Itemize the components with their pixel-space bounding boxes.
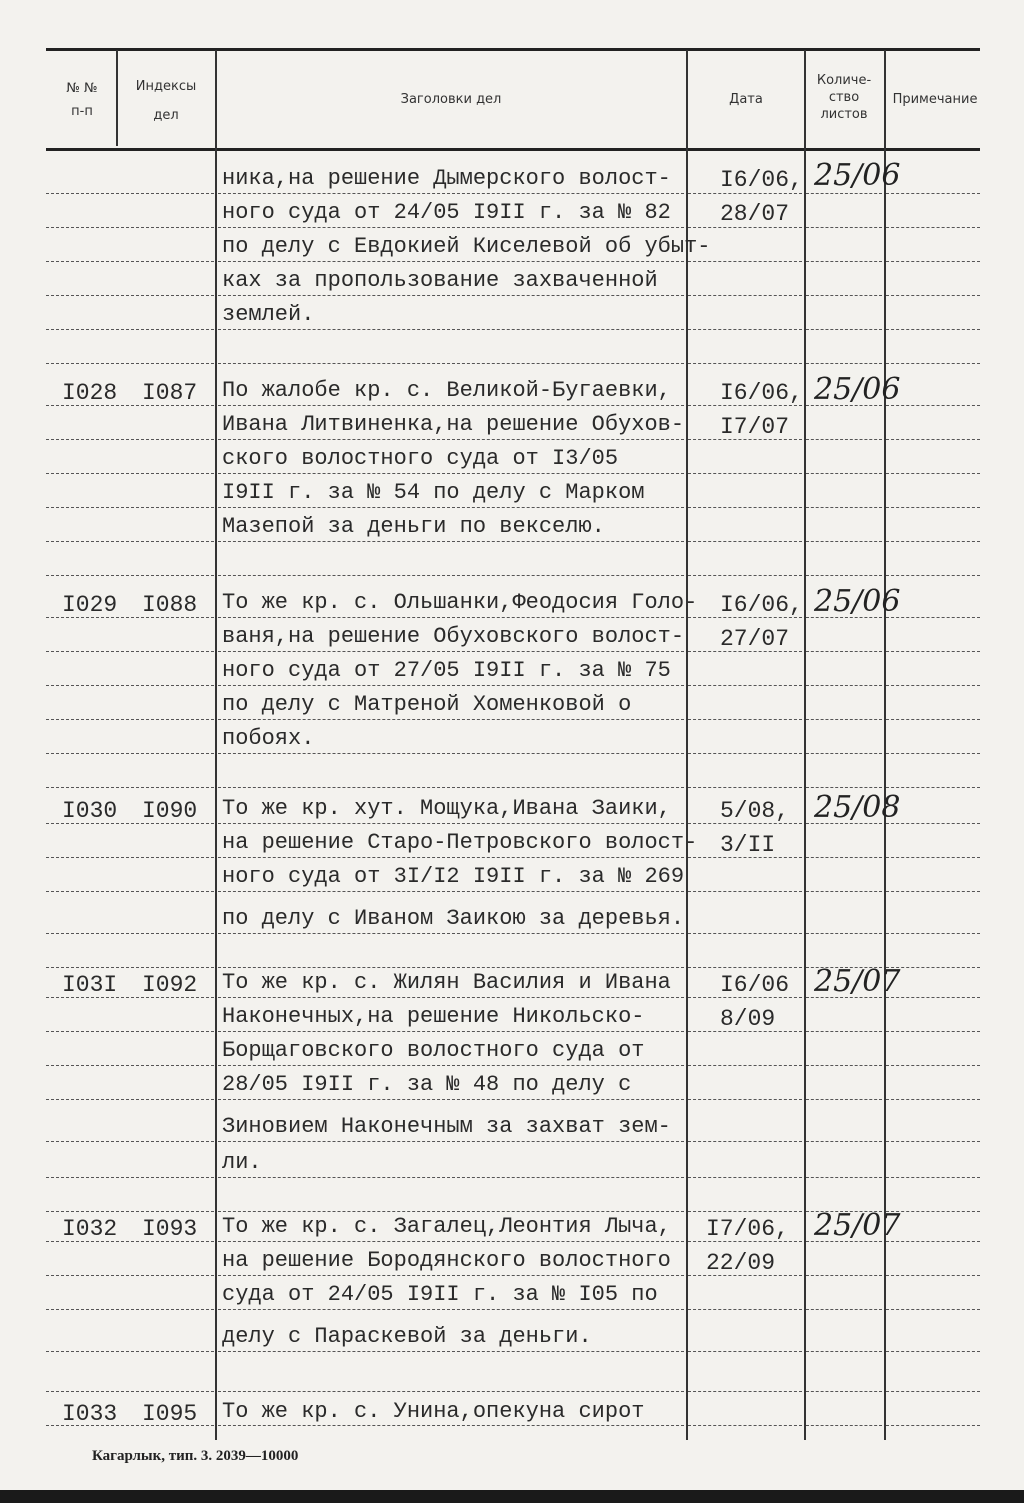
row-title-line: по делу с Евдокией Киселевой об убыт- [222, 234, 711, 259]
row-number: I03I [62, 972, 118, 998]
row-title-line: ного суда от 24/05 I9II г. за № 82 [222, 200, 671, 225]
header-top-rule [46, 48, 980, 51]
ruled-line [886, 439, 980, 440]
ruled-line [218, 1031, 684, 1032]
ruled-line [886, 1351, 980, 1352]
ruled-line [218, 787, 684, 788]
ruled-line [806, 541, 882, 542]
ruled-line [46, 193, 214, 194]
ruled-line [886, 891, 980, 892]
ruled-line [218, 261, 684, 262]
ruled-line [886, 1031, 980, 1032]
ruled-line [46, 933, 214, 934]
row-date: 8/09 [720, 1006, 776, 1032]
ruled-line [688, 933, 802, 934]
ruled-line [688, 295, 802, 296]
ruled-line [886, 193, 980, 194]
ruled-line [218, 1099, 684, 1100]
header-index: Индексы дел [135, 79, 197, 123]
row-title-line: ского волостного суда от I3/05 [222, 446, 619, 471]
ruled-line [806, 363, 882, 364]
row-date: 28/07 [720, 201, 790, 227]
header-title: Заголовки дел [400, 92, 502, 107]
ruled-line [46, 1099, 214, 1100]
row-title-line: ках за пропользование захваченной [222, 268, 658, 293]
ruled-line [46, 787, 214, 788]
ruled-line [46, 1275, 214, 1276]
ruled-line [46, 261, 214, 262]
row-title-line: землей. [222, 302, 315, 327]
ruled-line [688, 1099, 802, 1100]
ruled-line [218, 891, 684, 892]
ruled-line [46, 857, 214, 858]
ruled-line [46, 541, 214, 542]
ruled-line [806, 295, 882, 296]
ruled-line [806, 685, 882, 686]
ruled-line [46, 227, 214, 228]
ruled-line [218, 507, 684, 508]
ruled-line [886, 1141, 980, 1142]
row-date: 5/08, [720, 798, 790, 824]
ruled-line [886, 295, 980, 296]
ruled-line [218, 439, 684, 440]
ruled-line [806, 651, 882, 652]
row-date: I6/06, [720, 592, 803, 618]
ruled-line [886, 753, 980, 754]
ruled-line [806, 1351, 882, 1352]
ruled-line [886, 541, 980, 542]
ruled-line [218, 857, 684, 858]
ruled-line [218, 1211, 684, 1212]
header-sheet-count: Количе- ство листов [816, 73, 872, 122]
row-number: I032 [62, 1216, 118, 1242]
row-number: I029 [62, 592, 118, 618]
ruled-line [688, 329, 802, 330]
ruled-line [688, 363, 802, 364]
row-sheet-count: 25/07 [814, 1208, 901, 1243]
ruled-line [688, 1351, 802, 1352]
ruled-line [688, 1065, 802, 1066]
row-date: I6/06, [720, 167, 803, 193]
ruled-line [46, 363, 214, 364]
column-divider-date-count [804, 50, 806, 1440]
ruled-line [218, 1065, 684, 1066]
row-index: I090 [142, 798, 198, 824]
row-index: I088 [142, 592, 198, 618]
ruled-line [218, 617, 684, 618]
ruled-line [886, 787, 980, 788]
ruled-line [886, 261, 980, 262]
ruled-line [218, 1309, 684, 1310]
ruled-line [218, 1177, 684, 1178]
ruled-line [46, 507, 214, 508]
ruled-line [886, 933, 980, 934]
ruled-line [218, 823, 684, 824]
ruled-line [218, 193, 684, 194]
ruled-line [46, 1351, 214, 1352]
ruled-line [806, 193, 882, 194]
ruled-line [806, 227, 882, 228]
row-date: 3/II [720, 832, 776, 858]
ruled-line [688, 1177, 802, 1178]
ruled-line [218, 1391, 684, 1392]
ruled-line [806, 1065, 882, 1066]
ruled-line [218, 541, 684, 542]
ruled-line [886, 1425, 980, 1426]
ruled-line [218, 1141, 684, 1142]
ruled-line [46, 439, 214, 440]
header-note: Примечание [892, 92, 978, 107]
ruled-line [218, 685, 684, 686]
row-title-line: Мазепой за деньги по векселю. [222, 514, 605, 539]
ruled-line [218, 295, 684, 296]
ruled-line [806, 261, 882, 262]
ruled-line [886, 1099, 980, 1100]
row-sheet-count: 25/07 [814, 964, 901, 999]
ruled-line [218, 227, 684, 228]
ruled-line [688, 719, 802, 720]
ruled-line [218, 933, 684, 934]
row-index: I087 [142, 380, 198, 406]
row-title-line: по делу с Иваном Заикою за деревья. [222, 906, 685, 931]
row-title-line: на решение Бородянского волостного [222, 1248, 671, 1273]
ruled-line [218, 1425, 684, 1426]
row-title-line: Зиновием Наконечным за захват зем- [222, 1114, 671, 1139]
ruled-line [806, 1425, 882, 1426]
ruled-line [218, 719, 684, 720]
row-title-line: То же кр. хут. Мощука,Ивана Заики, [222, 796, 671, 821]
row-title-line: По жалобе кр. с. Великой-Бугаевки, [222, 378, 671, 403]
row-title-line: ного суда от 27/05 I9II г. за № 75 [222, 658, 671, 683]
ruled-line [46, 753, 214, 754]
row-date: 27/07 [720, 626, 790, 652]
ruled-line [218, 363, 684, 364]
row-title-line: суда от 24/05 I9II г. за № I05 по [222, 1282, 658, 1307]
ruled-line [886, 719, 980, 720]
ruled-line [806, 473, 882, 474]
row-title-line: Ивана Литвиненка,на решение Обухов- [222, 412, 685, 437]
ruled-line [46, 329, 214, 330]
ruled-line [218, 473, 684, 474]
ruled-line [218, 651, 684, 652]
row-title-line: То же кр. с. Ольшанки,Феодосия Голо- [222, 590, 698, 615]
ruled-line [806, 329, 882, 330]
row-date: I7/06, [706, 1216, 789, 1242]
ruled-line [886, 1309, 980, 1310]
ruled-line [806, 439, 882, 440]
row-sheet-count: 25/06 [814, 372, 901, 407]
ruled-line [806, 787, 882, 788]
ruled-line [218, 967, 684, 968]
ruled-line [806, 933, 882, 934]
ruled-line [46, 719, 214, 720]
ruled-line [806, 1309, 882, 1310]
row-sheet-count: 25/06 [814, 584, 901, 619]
ruled-line [886, 363, 980, 364]
header-number: № № п-п [66, 81, 98, 119]
ruled-line [806, 1275, 882, 1276]
ruled-line [46, 651, 214, 652]
header-bottom-rule [46, 148, 980, 151]
ruled-line [46, 1177, 214, 1178]
row-date: I6/06, [720, 380, 803, 406]
row-title-line: на решение Старо-Петровского волост- [222, 830, 698, 855]
row-index: I092 [142, 972, 198, 998]
row-date: I6/06 [720, 972, 790, 998]
ruled-line [886, 1177, 980, 1178]
printer-imprint: Кагарлык, тип. 3. 2039—10000 [92, 1448, 299, 1464]
ruled-line [688, 1141, 802, 1142]
row-title-line: ли. [222, 1150, 262, 1175]
ruled-line [886, 685, 980, 686]
row-title-line: делу с Параскевой за деньги. [222, 1324, 592, 1349]
ruled-line [806, 1391, 882, 1392]
ruled-line [218, 405, 684, 406]
ruled-line [688, 753, 802, 754]
row-index: I095 [142, 1401, 198, 1427]
ruled-line [46, 891, 214, 892]
ruled-line [806, 719, 882, 720]
ruled-line [886, 857, 980, 858]
ruled-line [688, 541, 802, 542]
ruled-line [688, 575, 802, 576]
row-title-line: То же кр. с. Загалец,Леонтия Лыча, [222, 1214, 671, 1239]
header-date: Дата [729, 92, 763, 107]
row-title-line: То же кр. с. Унина,опекуна сирот [222, 1399, 645, 1424]
ruled-line [806, 507, 882, 508]
ruled-line [886, 507, 980, 508]
ruled-line [806, 1177, 882, 1178]
ruled-line [886, 1391, 980, 1392]
scan-edge [0, 1490, 1024, 1503]
ruled-line [886, 473, 980, 474]
ruled-line [218, 329, 684, 330]
ruled-line [806, 857, 882, 858]
row-title-line: 28/05 I9II г. за № 48 по делу с [222, 1072, 632, 1097]
ruled-line [886, 1065, 980, 1066]
ruled-line [806, 1099, 882, 1100]
row-title-line: Наконечных,на решение Никольско- [222, 1004, 645, 1029]
row-date: 22/09 [706, 1250, 776, 1276]
ruled-line [688, 787, 802, 788]
row-sheet-count: 25/06 [814, 158, 901, 193]
ruled-line [688, 685, 802, 686]
row-title-line: Борщаговского волостного суда от [222, 1038, 645, 1063]
ruled-line [806, 753, 882, 754]
ruled-line [688, 507, 802, 508]
row-number: I033 [62, 1401, 118, 1427]
ruled-line [806, 1141, 882, 1142]
ruled-line [46, 1141, 214, 1142]
ruled-line [218, 1351, 684, 1352]
ruled-line [806, 575, 882, 576]
row-date: I7/07 [720, 414, 790, 440]
ruled-line [46, 1065, 214, 1066]
header-divider-1 [116, 50, 118, 146]
ruled-line [46, 1391, 214, 1392]
row-number: I030 [62, 798, 118, 824]
ruled-line [886, 575, 980, 576]
ruled-line [806, 891, 882, 892]
ruled-line [688, 1391, 802, 1392]
ruled-line [886, 651, 980, 652]
row-index: I093 [142, 1216, 198, 1242]
ruled-line [46, 1309, 214, 1310]
row-title-line: побоях. [222, 726, 315, 751]
ruled-line [886, 227, 980, 228]
ruled-line [688, 891, 802, 892]
row-title-line: по делу с Матреной Хоменковой о [222, 692, 632, 717]
ruled-line [46, 473, 214, 474]
ruled-line [218, 997, 684, 998]
ruled-line [46, 1031, 214, 1032]
ruled-line [218, 753, 684, 754]
row-sheet-count: 25/08 [814, 790, 901, 825]
row-title-line: ного суда от 3I/I2 I9II г. за № 269 [222, 864, 685, 889]
ruled-line [886, 329, 980, 330]
row-title-line: I9II г. за № 54 по делу с Марком [222, 480, 645, 505]
row-title-line: То же кр. с. Жилян Василия и Ивана [222, 970, 671, 995]
ruled-line [806, 1031, 882, 1032]
ruled-line [886, 1275, 980, 1276]
ruled-line [688, 261, 802, 262]
row-number: I028 [62, 380, 118, 406]
ruled-line [46, 685, 214, 686]
row-title-line: ваня,на решение Обуховского волост- [222, 624, 685, 649]
ruled-line [218, 1275, 684, 1276]
ruled-line [218, 1241, 684, 1242]
row-title-line: ника,на решение Дымерского волост- [222, 166, 671, 191]
column-divider-index-title [215, 50, 217, 1440]
ruled-line [688, 1309, 802, 1310]
ruled-line [688, 473, 802, 474]
ruled-line [218, 575, 684, 576]
ruled-line [46, 575, 214, 576]
ruled-line [688, 1425, 802, 1426]
ruled-line [46, 295, 214, 296]
